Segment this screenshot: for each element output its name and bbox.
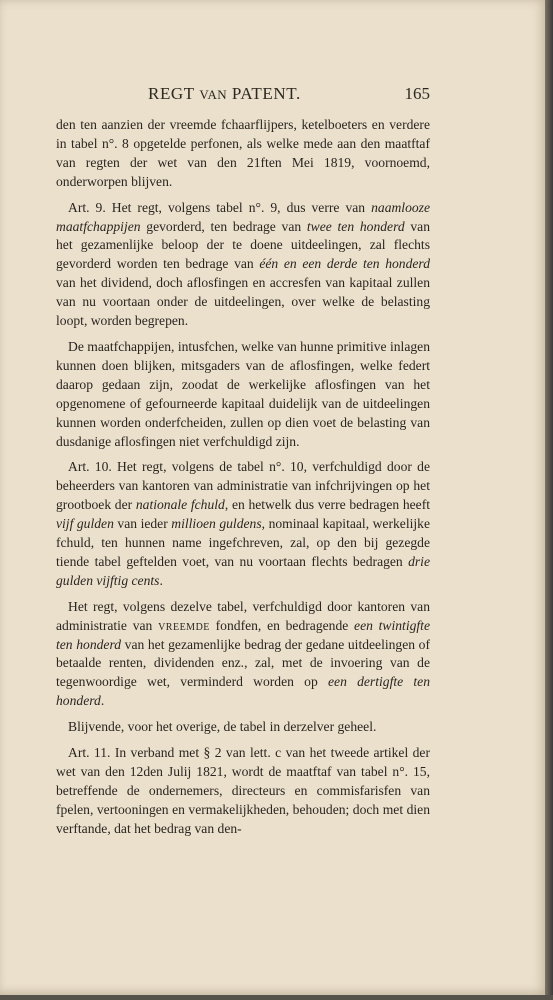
paragraph-3: De maatfchappijen, intusfchen, welke van hunne primitive inlagen kunnen doen blijken, mitsgaders van de aflosfingen, welke federt daarop gedaan zijn, zoodat de werkelijke aflosfingen van het opgenomene of gefourneerde kapitaal duidelijk van de uitdeelingen kunnen worden onderfcheiden, zullen op dien voet de belasting van dusdanige aflosfingen niet verfchuldigd zijn. bbox=[56, 338, 430, 449]
text-run: Art. 9. Het regt, volgens tabel n°. 9, dus verre van bbox=[68, 199, 372, 215]
italic-term: nationale fchuld bbox=[135, 497, 225, 513]
running-title-part: PATENT. bbox=[231, 84, 301, 103]
smallcaps-term: vreemde bbox=[158, 617, 210, 633]
italic-term: naamlooze maatfchappijen bbox=[56, 199, 430, 234]
page-header bbox=[56, 84, 430, 108]
text-run: Art. 10. Het regt, volgens de tabel n°. 10, verfchuldigd door de beheerders van kantoren van administratie van infchrijvingen op het grootboek der bbox=[56, 459, 430, 513]
italic-term: twee ten honderd bbox=[306, 218, 405, 234]
running-title-part: VAN bbox=[199, 87, 228, 102]
text-run: van het dividend, doch aflosfingen en accresfen van kapitaal zullen van nu voortaan onder de uitdeelingen, over welke de belasting loopt, worden begrepen. bbox=[56, 275, 430, 329]
italic-term: millioen guldens bbox=[171, 516, 262, 532]
italic-term: een twintigfte ten honderd bbox=[56, 617, 430, 652]
italic-term: een dertigfte ten honderd bbox=[56, 674, 430, 709]
paragraph-art-11: Art. 11. In verband met § 2 van lett. c van het tweede artikel der wet van den 12den Julij 1821, wordt de maatftaf van tabel n°. 15, betreffende de ondernemers, directeurs en commisfarisfen van fpelen, vertooningen en vermakelijkheden, behouden; doch met dien verftande, dat het bedrag van den- bbox=[56, 745, 430, 836]
running-title bbox=[148, 84, 301, 104]
running-title-part: REGT bbox=[148, 84, 195, 103]
text-run: . bbox=[159, 572, 163, 588]
italic-term: vijf gulden bbox=[56, 516, 114, 532]
text-run: , en hetwelk dus verre bedragen heeft bbox=[224, 497, 430, 513]
text-run: fondfen, en bedragende bbox=[209, 617, 355, 633]
page-bottom-edge bbox=[0, 995, 553, 1000]
paragraph-1: den ten aanzien der vreemde fchaarflijpers, ketelboeters en verdere in tabel n°. 8 opgetelde perfonen, als welke mede aan den maatftaf van regten der wet van den 21ften Mei 1819, voornoemd, onderworpen blijven. bbox=[56, 117, 430, 189]
text-run: , nominaal kapitaal, werkelijke fchuld, ten hunnen name ingefchreven, zal, op den bij gezegde tiende tabel geftelden voet, van nu voortaan flechts bedragen bbox=[56, 516, 430, 569]
body-text bbox=[56, 116, 430, 839]
italic-term: één en een derde ten honderd bbox=[259, 256, 430, 272]
paragraph-art-10 bbox=[56, 458, 430, 590]
paragraph-5 bbox=[56, 598, 430, 711]
text-run: van het gezamenlijke bedrag der gedane uitdeelingen of betaalde renten, dividenden enz., zal, met de invoering van de tegenwoordige wet, verminderd worden op bbox=[56, 636, 431, 690]
book-spine-shadow bbox=[545, 0, 553, 1000]
paragraph-art-9 bbox=[56, 199, 430, 331]
text-run: gevorderd, ten bedrage van bbox=[140, 218, 307, 234]
text-run: Het regt, volgens dezelve tabel, verfchuldigd door kantoren van administratie van bbox=[56, 598, 430, 633]
text-run: van het gezamenlijke beloop der te doene uitdeelingen, zal flechts gevorderd worden ten bedrage van bbox=[56, 218, 430, 272]
paragraph-6: Blijvende, voor het overige, de tabel in derzelver geheel. bbox=[68, 719, 377, 735]
page-number: 165 bbox=[404, 84, 430, 103]
text-run: . bbox=[100, 693, 105, 709]
text-run: van ieder bbox=[113, 516, 172, 532]
italic-term: drie gulden vijftig cents bbox=[56, 553, 430, 588]
